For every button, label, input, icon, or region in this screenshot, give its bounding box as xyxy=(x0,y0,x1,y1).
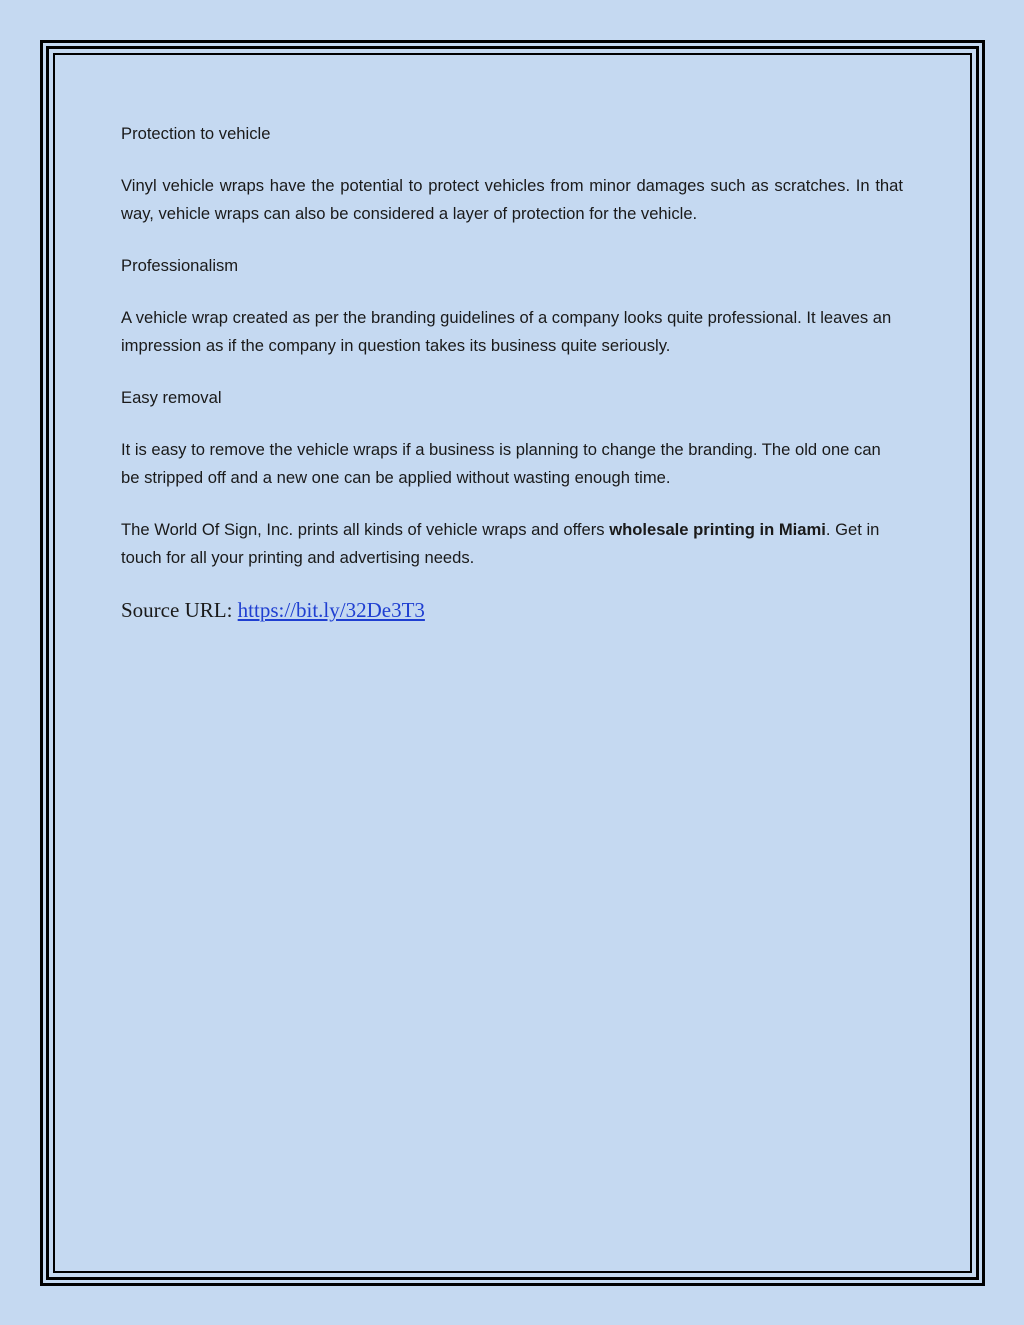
closing-bold-keyword: wholesale printing in Miami xyxy=(609,520,826,539)
section-paragraph: Vinyl vehicle wraps have the potential to protect vehicles from minor damages such as scratches. In that way, vehicle wraps can also be considered a layer of protection for the vehicle. xyxy=(121,176,903,223)
section-paragraph: A vehicle wrap created as per the branding guidelines of a company looks quite professional. It leaves an impression as if the company in question takes its business quite seriously. xyxy=(121,308,892,355)
document-body xyxy=(121,120,903,624)
section-heading: Protection to vehicle xyxy=(121,124,271,143)
section-paragraph: It is easy to remove the vehicle wraps if a business is planning to change the branding. The old one can be stripped off and a new one can be applied without wasting enough time. xyxy=(121,440,881,487)
closing-text-before: The World Of Sign, Inc. prints all kinds of vehicle wraps and offers xyxy=(121,520,610,539)
closing-paragraph xyxy=(121,516,903,572)
section-heading: Easy removal xyxy=(121,388,222,407)
section-heading: Professionalism xyxy=(121,256,239,275)
source-link[interactable]: https://bit.ly/32De3T3 xyxy=(237,598,425,622)
closing-text-after: . Get in touch for all your printing and advertising needs. xyxy=(121,520,880,567)
source-line xyxy=(121,596,903,624)
source-label: Source URL: xyxy=(121,598,233,622)
